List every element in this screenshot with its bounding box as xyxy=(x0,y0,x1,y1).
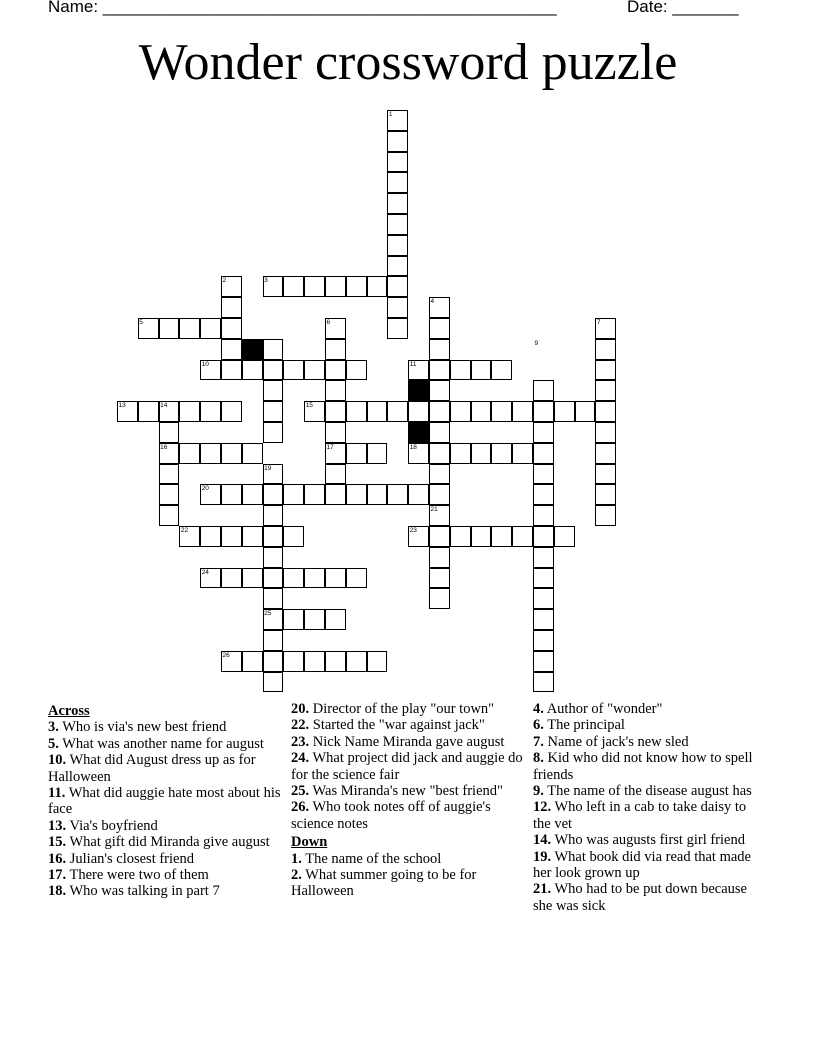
grid-cell[interactable] xyxy=(533,464,554,485)
grid-cell[interactable] xyxy=(221,401,242,422)
across-clue xyxy=(291,734,527,750)
grid-cell[interactable] xyxy=(242,360,263,381)
down-heading: Down xyxy=(291,834,328,851)
grid-cell[interactable] xyxy=(221,360,242,381)
grid-cell[interactable] xyxy=(263,630,284,651)
grid-cell[interactable] xyxy=(263,651,284,672)
grid-cell[interactable] xyxy=(575,401,596,422)
date-field-label: Date: _______ xyxy=(627,0,739,16)
grid-cell[interactable] xyxy=(200,526,221,547)
down-clue xyxy=(533,750,763,783)
across-clue xyxy=(291,750,527,783)
grid-cell[interactable] xyxy=(304,609,325,630)
grid-cell[interactable] xyxy=(325,276,346,297)
clue-number-15: 15 xyxy=(305,402,313,410)
grid-cell[interactable] xyxy=(367,401,388,422)
page-title: Wonder crossword puzzle xyxy=(138,34,678,91)
grid-cell[interactable] xyxy=(325,568,346,589)
grid-cell[interactable] xyxy=(429,401,450,422)
grid-cell[interactable] xyxy=(429,464,450,485)
grid-cell[interactable] xyxy=(554,401,575,422)
grid-cell[interactable] xyxy=(554,526,575,547)
clue-number-1: 1 xyxy=(388,111,393,118)
grid-cell[interactable] xyxy=(387,193,408,214)
grid-cell[interactable] xyxy=(159,422,180,443)
clue-number: 16. xyxy=(48,850,67,867)
clue-text: Director of the play "our town" xyxy=(309,701,495,717)
clue-text: Who is via's new best friend xyxy=(58,719,227,736)
grid-cell[interactable] xyxy=(159,318,180,339)
across-clue xyxy=(48,818,284,834)
clue-number: 15. xyxy=(48,834,67,851)
grid-cell[interactable] xyxy=(491,360,512,381)
grid-cell[interactable] xyxy=(263,380,284,401)
grid-cell[interactable] xyxy=(304,568,325,589)
grid-cell[interactable] xyxy=(533,651,554,672)
clue-text: What did August dress up as for Halloween xyxy=(48,752,256,785)
grid-cell[interactable] xyxy=(221,443,242,464)
clue-text: Was Miranda's new "best friend" xyxy=(309,783,503,800)
down-clue xyxy=(533,701,763,717)
clue-number: 14. xyxy=(533,832,552,849)
down-clue xyxy=(533,849,763,882)
clue-number: 2. xyxy=(291,867,302,884)
grid-cell[interactable] xyxy=(200,443,221,464)
down-clue xyxy=(533,717,763,733)
grid-cell[interactable] xyxy=(429,443,450,464)
grid-cell[interactable] xyxy=(595,464,616,485)
grid-cell[interactable] xyxy=(263,568,284,589)
clue-number: 5. xyxy=(48,735,59,752)
clue-number: 9. xyxy=(533,783,544,800)
clue-number: 11. xyxy=(48,785,66,802)
grid-cell[interactable] xyxy=(533,505,554,526)
clue-number-6: 6 xyxy=(326,319,331,326)
clue-number: 26. xyxy=(291,799,310,816)
grid-cell[interactable] xyxy=(367,484,388,505)
down-clue xyxy=(533,734,763,750)
grid-cell[interactable] xyxy=(283,484,304,505)
clue-number-22: 22 xyxy=(180,527,189,534)
grid-cell[interactable] xyxy=(429,547,450,568)
clue-text: The principal xyxy=(543,717,625,734)
clue-number-10: 10 xyxy=(201,360,209,368)
clue-number-25: 25 xyxy=(264,610,272,618)
clue-number-14: 14 xyxy=(160,402,168,410)
clue-number: 13. xyxy=(48,817,67,834)
clue-number-20: 20 xyxy=(201,485,209,493)
grid-cell[interactable] xyxy=(429,422,450,443)
grid-cell[interactable] xyxy=(387,214,408,235)
clue-number-12: 12 xyxy=(409,381,417,389)
clue-number-13: 13 xyxy=(118,402,126,410)
grid-cell[interactable] xyxy=(491,443,512,464)
grid-cell[interactable] xyxy=(367,443,388,464)
clues-column-3 xyxy=(533,701,763,914)
grid-cell[interactable] xyxy=(325,380,346,401)
across-clue xyxy=(291,783,527,799)
grid-cell[interactable] xyxy=(221,318,242,339)
clue-number-26: 26 xyxy=(222,651,230,659)
grid-cell[interactable] xyxy=(283,526,304,547)
grid-cell[interactable] xyxy=(200,401,221,422)
grid-cell[interactable] xyxy=(595,360,616,381)
grid-cell[interactable] xyxy=(221,484,242,505)
across-heading: Across xyxy=(48,703,90,719)
grid-cell[interactable] xyxy=(387,318,408,339)
grid-cell[interactable] xyxy=(450,360,471,381)
clue-number-24: 24 xyxy=(201,568,209,576)
grid-cell[interactable] xyxy=(471,401,492,422)
grid-cell[interactable] xyxy=(533,547,554,568)
clue-number-5: 5 xyxy=(139,319,143,326)
grid-cell[interactable] xyxy=(263,505,284,526)
clue-number-9: 9 xyxy=(534,339,539,347)
grid-cell[interactable] xyxy=(263,339,284,360)
grid-cell[interactable] xyxy=(387,235,408,256)
grid-cell[interactable] xyxy=(387,401,408,422)
grid-cell[interactable] xyxy=(533,609,554,630)
down-clue xyxy=(533,832,763,848)
grid-cell[interactable] xyxy=(346,651,367,672)
grid-cell[interactable] xyxy=(512,401,533,422)
across-clue xyxy=(48,736,284,752)
clue-number-16: 16 xyxy=(160,443,168,451)
clue-number-19: 19 xyxy=(264,464,272,472)
grid-cell[interactable] xyxy=(325,464,346,485)
grid-cell[interactable] xyxy=(429,380,450,401)
clue-text: What summer going to be for Halloween xyxy=(291,867,477,900)
clue-text: Name of jack's new sled xyxy=(543,733,689,750)
grid-cell[interactable] xyxy=(387,276,408,297)
clue-number-4: 4 xyxy=(430,298,435,306)
grid-cell[interactable] xyxy=(387,131,408,152)
grid-cell[interactable] xyxy=(429,339,450,360)
clue-text: Started the "war against jack" xyxy=(309,717,485,734)
grid-cell[interactable] xyxy=(471,360,492,381)
grid-cell[interactable] xyxy=(242,526,263,547)
down-clue xyxy=(291,851,527,867)
grid-cell[interactable] xyxy=(533,443,554,464)
clue-number-8: 8 xyxy=(243,339,247,347)
grid-cell[interactable] xyxy=(450,526,471,547)
grid-cell[interactable] xyxy=(221,339,242,360)
black-square xyxy=(408,422,429,443)
grid-cell[interactable] xyxy=(533,380,554,401)
grid-cell[interactable] xyxy=(533,422,554,443)
grid-cell[interactable] xyxy=(387,172,408,193)
grid-cell[interactable] xyxy=(429,484,450,505)
clue-number: 20. xyxy=(291,701,310,717)
grid-cell[interactable] xyxy=(429,526,450,547)
grid-cell[interactable] xyxy=(242,443,263,464)
down-clue xyxy=(291,867,527,900)
across-clue xyxy=(291,701,527,717)
grid-cell[interactable] xyxy=(242,568,263,589)
clue-number-21: 21 xyxy=(430,506,438,514)
down-clue xyxy=(533,799,763,832)
clue-number-7: 7 xyxy=(596,319,601,326)
grid-cell[interactable] xyxy=(159,505,180,526)
clues-column-1 xyxy=(48,701,284,900)
clue-number: 1. xyxy=(291,850,302,867)
clue-number: 3. xyxy=(48,719,59,736)
grid-cell[interactable] xyxy=(387,152,408,173)
grid-cell[interactable] xyxy=(533,630,554,651)
across-clue xyxy=(291,717,527,733)
across-clue xyxy=(48,834,284,850)
grid-cell[interactable] xyxy=(533,672,554,693)
grid-cell[interactable] xyxy=(263,526,284,547)
grid-cell[interactable] xyxy=(179,443,200,464)
clue-text: Nick Name Miranda gave august xyxy=(309,733,505,750)
grid-cell[interactable] xyxy=(179,318,200,339)
grid-cell[interactable] xyxy=(429,318,450,339)
clue-text: Author of "wonder" xyxy=(543,701,663,717)
grid-cell[interactable] xyxy=(367,276,388,297)
grid-cell[interactable] xyxy=(325,339,346,360)
across-clue xyxy=(291,799,527,832)
clue-text: What book did via read that made her look grown up xyxy=(533,848,751,882)
clue-text: Via's boyfriend xyxy=(66,817,158,834)
clue-number: 19. xyxy=(533,848,552,865)
grid-cell[interactable] xyxy=(304,360,325,381)
across-clue xyxy=(48,785,284,818)
grid-cell[interactable] xyxy=(221,568,242,589)
grid-cell[interactable] xyxy=(533,568,554,589)
grid-cell[interactable] xyxy=(283,609,304,630)
clues-column-2 xyxy=(291,701,527,900)
clue-number: 10. xyxy=(48,752,67,769)
clue-number: 8. xyxy=(533,750,544,767)
clue-number-17: 17 xyxy=(326,443,334,451)
grid-cell[interactable] xyxy=(429,588,450,609)
clue-text: Who was augusts first girl friend xyxy=(551,832,745,849)
clue-number-3: 3 xyxy=(264,277,268,285)
grid-cell[interactable] xyxy=(491,526,512,547)
grid-cell[interactable] xyxy=(263,588,284,609)
grid-cell[interactable] xyxy=(263,484,284,505)
clue-text: What gift did Miranda give august xyxy=(66,834,270,851)
clue-text: What did auggie hate most about his face xyxy=(48,785,281,818)
grid-cell[interactable] xyxy=(429,360,450,381)
grid-cell[interactable] xyxy=(533,588,554,609)
clue-number: 18. xyxy=(48,883,67,900)
grid-cell[interactable] xyxy=(595,422,616,443)
clue-number-23: 23 xyxy=(409,527,417,534)
clue-number: 21. xyxy=(533,881,552,898)
grid-cell[interactable] xyxy=(283,360,304,381)
grid-cell[interactable] xyxy=(159,464,180,485)
grid-cell[interactable] xyxy=(595,339,616,360)
grid-cell[interactable] xyxy=(283,651,304,672)
grid-cell[interactable] xyxy=(325,609,346,630)
clue-text: Who was talking in part 7 xyxy=(66,883,220,900)
grid-cell[interactable] xyxy=(533,401,554,422)
grid-cell[interactable] xyxy=(242,484,263,505)
clue-text: Who left in a cab to take daisy to the vet xyxy=(533,799,747,832)
clue-number: 4. xyxy=(533,701,544,717)
across-clue xyxy=(48,851,284,867)
grid-cell[interactable] xyxy=(325,360,346,381)
down-clue xyxy=(533,881,763,914)
clue-number: 25. xyxy=(291,783,310,800)
across-clue xyxy=(48,867,284,883)
grid-cell[interactable] xyxy=(408,484,429,505)
grid-cell[interactable] xyxy=(325,422,346,443)
grid-cell[interactable] xyxy=(263,547,284,568)
grid-cell[interactable] xyxy=(512,526,533,547)
grid-cell[interactable] xyxy=(387,484,408,505)
grid-cell[interactable] xyxy=(346,443,367,464)
grid-cell[interactable] xyxy=(221,526,242,547)
grid-cell[interactable] xyxy=(221,297,242,318)
grid-cell[interactable] xyxy=(450,401,471,422)
clue-text: The name of the school xyxy=(301,850,442,867)
grid-cell[interactable] xyxy=(346,484,367,505)
clue-text: Julian's closest friend xyxy=(66,850,194,867)
grid-cell[interactable] xyxy=(408,401,429,422)
grid-cell[interactable] xyxy=(242,651,263,672)
grid-cell[interactable] xyxy=(491,401,512,422)
clue-number: 23. xyxy=(291,733,310,750)
grid-cell[interactable] xyxy=(429,568,450,589)
grid-cell[interactable] xyxy=(595,401,616,422)
grid-cell[interactable] xyxy=(200,318,221,339)
clue-number-11: 11 xyxy=(409,360,417,368)
clue-text: There were two of them xyxy=(66,867,209,884)
grid-cell[interactable] xyxy=(179,401,200,422)
grid-cell[interactable] xyxy=(387,297,408,318)
across-clue xyxy=(48,883,284,899)
across-clue xyxy=(48,719,284,735)
clue-number-18: 18 xyxy=(409,443,417,451)
clue-text: Kid who did not know how to spell friends xyxy=(533,750,753,783)
clue-number: 7. xyxy=(533,733,544,750)
grid-cell[interactable] xyxy=(138,401,159,422)
down-clue xyxy=(533,783,763,799)
clue-text: What project did jack and auggie do for the science fair xyxy=(291,750,523,783)
across-clue xyxy=(48,752,284,785)
grid-cell[interactable] xyxy=(512,443,533,464)
clue-number: 22. xyxy=(291,717,310,734)
grid-cell[interactable] xyxy=(533,484,554,505)
grid-cell[interactable] xyxy=(471,526,492,547)
grid-cell[interactable] xyxy=(533,526,554,547)
grid-cell[interactable] xyxy=(283,276,304,297)
clue-text: Who took notes off of auggie's science notes xyxy=(291,799,491,832)
grid-cell[interactable] xyxy=(263,422,284,443)
grid-cell[interactable] xyxy=(263,360,284,381)
grid-cell[interactable] xyxy=(595,380,616,401)
grid-cell[interactable] xyxy=(471,443,492,464)
grid-cell[interactable] xyxy=(346,401,367,422)
grid-cell[interactable] xyxy=(263,672,284,693)
grid-cell[interactable] xyxy=(325,484,346,505)
grid-cell[interactable] xyxy=(346,360,367,381)
clue-text: What was another name for august xyxy=(58,735,264,752)
grid-cell[interactable] xyxy=(325,401,346,422)
grid-cell[interactable] xyxy=(595,443,616,464)
clue-number-2: 2 xyxy=(222,277,227,285)
grid-cell[interactable] xyxy=(387,256,408,277)
grid-cell[interactable] xyxy=(304,276,325,297)
grid-cell[interactable] xyxy=(304,651,325,672)
name-field-label: Name: ________________________________________________ xyxy=(48,0,557,16)
grid-cell[interactable] xyxy=(159,484,180,505)
clue-text: The name of the disease august has xyxy=(543,783,752,800)
grid-cell[interactable] xyxy=(346,568,367,589)
grid-cell[interactable] xyxy=(595,505,616,526)
clue-number: 6. xyxy=(533,717,544,734)
clue-number: 17. xyxy=(48,867,67,884)
grid-cell[interactable] xyxy=(595,484,616,505)
grid-cell[interactable] xyxy=(283,568,304,589)
grid-cell[interactable] xyxy=(263,401,284,422)
clue-number: 12. xyxy=(533,799,552,816)
grid-cell[interactable] xyxy=(325,651,346,672)
clue-number: 24. xyxy=(291,750,310,767)
grid-cell[interactable] xyxy=(304,484,325,505)
grid-cell[interactable] xyxy=(367,651,388,672)
grid-cell[interactable] xyxy=(346,276,367,297)
clue-text: Who had to be put down because she was sick xyxy=(533,881,747,914)
grid-cell[interactable] xyxy=(450,443,471,464)
